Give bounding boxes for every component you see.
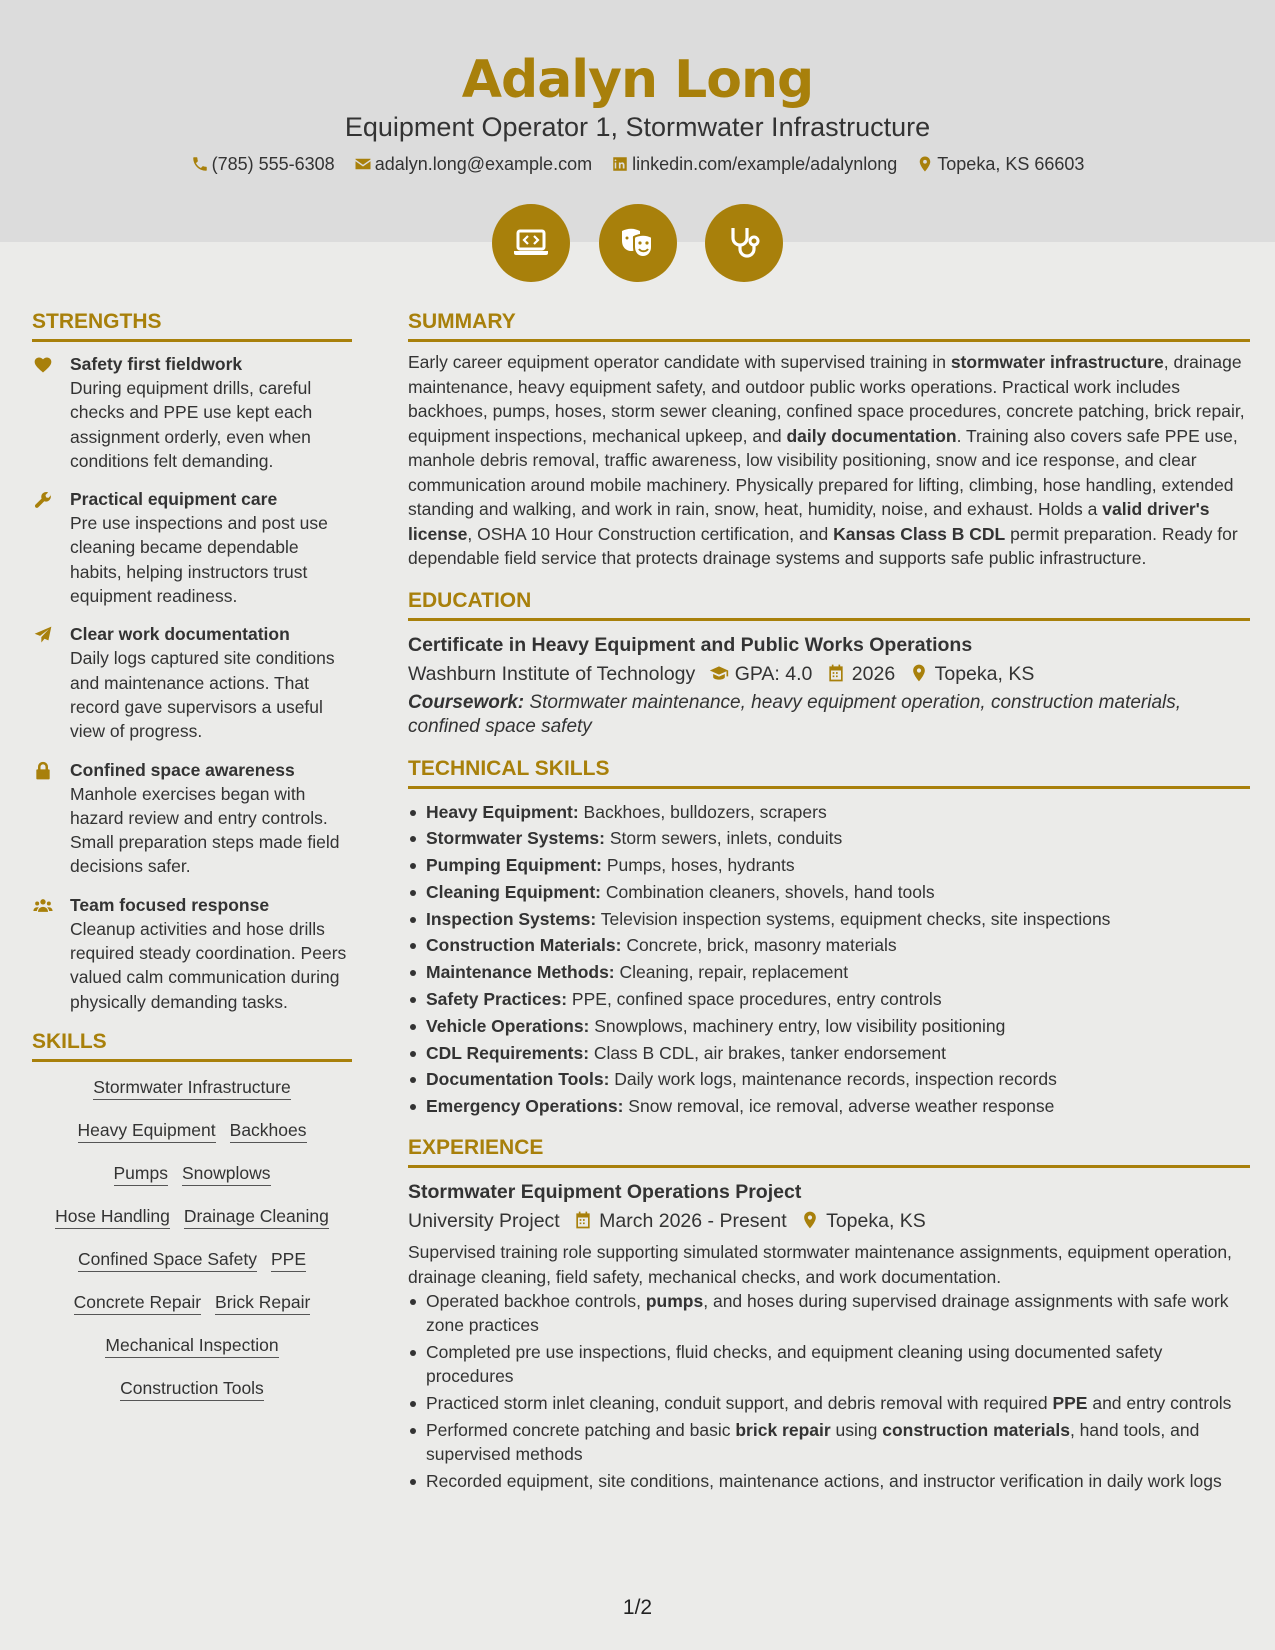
technical-skill-item <box>408 825 1250 852</box>
badge-theater <box>599 204 677 282</box>
gpa: GPA: 4.0 <box>734 662 813 685</box>
strength-title: Safety first fieldwork <box>70 354 243 374</box>
education-meta <box>408 659 1250 689</box>
experience-location: Topeka, KS <box>826 1210 926 1233</box>
strength-description: Cleanup activities and hose drills required steady coordination. Peers valued calm communication during physically demanding tasks. <box>70 918 347 1012</box>
linkedin-icon <box>611 155 629 173</box>
technical-skill-item <box>408 906 1250 933</box>
technical-skill-label: Stormwater Systems: <box>426 828 605 849</box>
candidate-name: Adalyn Long <box>461 50 814 110</box>
experience-intro: Supervised training role supporting simulated stormwater maintenance assignments, equipment operation, drainage cleaning, field safety, mechanical checks, and work documentation. <box>408 1242 1232 1287</box>
technical-skill-item <box>408 1066 1250 1093</box>
badge-laptop-code <box>492 204 570 282</box>
technical-skill-value: Snow removal, ice removal, adverse weather response <box>623 1096 1055 1117</box>
technical-skill-label: Pumping Equipment: <box>426 855 602 876</box>
contact-linkedin[interactable]: linkedin.com/example/adalynlong <box>611 152 897 176</box>
skill-tag: Stormwater Infrastructure <box>93 1076 290 1100</box>
strengths-list <box>32 352 352 1014</box>
technical-skill-value: Snowplows, machinery entry, low visibility positioning <box>589 1015 1006 1036</box>
skill-row <box>32 1248 352 1272</box>
skill-row <box>32 1119 352 1143</box>
badge-stethoscope <box>705 204 783 282</box>
strength-description: Pre use inspections and post use cleaning became dependable habits, helping instructors trust equipment readiness. <box>70 513 328 607</box>
users-icon <box>32 896 54 916</box>
graduation-cap-icon <box>709 663 729 683</box>
phone-icon <box>191 155 209 173</box>
skill-row <box>32 1162 352 1186</box>
strength-item <box>32 487 352 608</box>
technical-skill-label: Vehicle Operations: <box>426 1015 590 1036</box>
contact-location: Topeka, KS 66603 <box>916 152 1084 176</box>
contact-phone[interactable]: (785) 555-6308 <box>191 152 335 176</box>
technical-skill-item <box>408 959 1250 986</box>
experience-meta <box>408 1206 1250 1236</box>
strength-description: Manhole exercises began with hazard review and entry controls. Small preparation steps made field decisions safer. <box>70 783 340 877</box>
skill-tag: Brick Repair <box>215 1291 310 1315</box>
technical-skill-item <box>408 799 1250 826</box>
contact-email[interactable]: adalyn.long@example.com <box>354 152 592 176</box>
paper-plane-icon <box>32 625 54 645</box>
technical-skill-label: CDL Requirements: <box>426 1042 590 1063</box>
laptop-code-icon <box>511 223 551 263</box>
experience-bullet: Performed concrete patching and basic brick repair using construction materials, hand tools, and supervised methods <box>408 1418 1250 1466</box>
strength-item <box>32 622 352 743</box>
technical-skill-item <box>408 1093 1250 1120</box>
job-title: Equipment Operator 1, Stormwater Infrastructure <box>344 112 931 142</box>
skill-tag: Hose Handling <box>55 1205 170 1229</box>
skill-tag: Drainage Cleaning <box>184 1205 329 1229</box>
experience-bullet: Operated backhoe controls, pumps, and hoses during supervised drainage assignments with safe work zone practices <box>408 1289 1250 1337</box>
page-number: 1/2 <box>622 1596 653 1619</box>
strengths-heading: STRENGTHS <box>32 308 352 342</box>
skills-heading: SKILLS <box>32 1028 352 1062</box>
skill-tag: Concrete Repair <box>74 1291 201 1315</box>
technical-skill-value: Pumps, hoses, hydrants <box>601 855 795 876</box>
map-pin-icon <box>800 1210 820 1230</box>
paper-plane-icon <box>32 625 54 645</box>
technical-skill-value: Backhoes, bulldozers, scrapers <box>578 801 827 822</box>
strength-title: Practical equipment care <box>70 489 278 510</box>
strength-item <box>32 758 352 879</box>
skill-row <box>32 1334 352 1358</box>
technical-skill-value: Class B CDL, air brakes, tanker endorsement <box>589 1042 947 1063</box>
technical-skill-value: PPE, confined space procedures, entry controls <box>567 989 942 1010</box>
strength-item <box>32 352 352 473</box>
technical-skill-item <box>408 986 1250 1013</box>
skill-tag: Heavy Equipment <box>78 1119 216 1143</box>
experience-bullet: Practiced storm inlet cleaning, conduit support, and debris removal with required PPE and entry controls <box>408 1391 1250 1415</box>
technical-skill-item <box>408 879 1250 906</box>
strength-description: Daily logs captured site conditions and maintenance actions. That record gave supervisors a useful view of progress. <box>70 648 335 742</box>
strength-title: Confined space awareness <box>70 759 295 780</box>
technical-skill-value: Cleaning, repair, replacement <box>614 962 849 983</box>
summary-heading: SUMMARY <box>408 308 1250 342</box>
summary-text: Early career equipment operator candidate with supervised training in stormwater infrastructure, drainage maintenance, heavy equipment safety, and outdoor public works operations. Practical work includes backhoes, pumps, hoses, storm sewer cleaning, confined space procedures, concrete patching, brick repair, equipment inspections, mechanical upkeep, and daily documentation. Training also covers safe PPE use, manhole debris removal, traffic awareness, low visibility positioning, snow and ice response, and clear communication around mobile machinery. Physically prepared for lifting, climbing, hose handling, extended standing and walking, and work in rain, snow, heat, humidity, noise, and exhaust. Holds a valid driver's license, OSHA 10 Hour Construction certification, and Kansas Class B CDL permit preparation. Ready for dependable field service that protects drainage systems and supports safe public infrastructure. <box>408 352 1245 568</box>
technical-skill-label: Emergency Operations: <box>426 1096 624 1117</box>
technical-skill-value: Daily work logs, maintenance records, inspection records <box>609 1069 1057 1090</box>
skills-list <box>32 1072 352 1401</box>
lock-icon <box>32 761 54 781</box>
technical-skill-label: Maintenance Methods: <box>426 962 615 983</box>
strength-description: During equipment drills, careful checks and PPE use kept each assignment orderly, even when conditions felt demanding. <box>70 378 313 471</box>
technical-skill-label: Documentation Tools: <box>426 1069 610 1090</box>
technical-skills-heading: TECHNICAL SKILLS <box>408 755 1250 789</box>
contact-bar <box>0 152 1275 176</box>
strength-item <box>32 893 352 1014</box>
calendar-icon <box>826 663 846 683</box>
technical-skill-item <box>408 852 1250 879</box>
experience-bullet: Recorded equipment, site conditions, maintenance actions, and instructor verification in daily work logs <box>408 1469 1250 1493</box>
coursework: Coursework: Stormwater maintenance, heavy equipment operation, construction materials, confined space safety <box>408 691 1182 737</box>
stethoscope-icon <box>724 223 764 263</box>
skill-tag: Construction Tools <box>120 1377 264 1401</box>
education-location: Topeka, KS <box>934 662 1035 685</box>
skill-tag: Mechanical Inspection <box>105 1334 278 1358</box>
technical-skill-value: Storm sewers, inlets, conduits <box>604 828 843 849</box>
technical-skill-item <box>408 1040 1250 1067</box>
technical-skill-label: Heavy Equipment: <box>426 801 579 822</box>
technical-skill-label: Construction Materials: <box>426 935 622 956</box>
technical-skill-label: Cleaning Equipment: <box>426 881 601 902</box>
experience-heading: EXPERIENCE <box>408 1134 1250 1168</box>
wrench-icon <box>32 490 54 510</box>
calendar-icon <box>573 1210 593 1230</box>
experience-bullet: Completed pre use inspections, fluid checks, and equipment cleaning using documented safety procedures <box>408 1340 1250 1388</box>
skill-tag: Backhoes <box>230 1119 307 1143</box>
skill-tag: Snowplows <box>182 1162 271 1186</box>
technical-skill-item <box>408 1013 1250 1040</box>
technical-skill-value: Combination cleaners, shovels, hand tools <box>601 881 935 902</box>
experience-dates: March 2026 - Present <box>599 1210 787 1233</box>
envelope-icon <box>354 155 372 173</box>
technical-skill-label: Safety Practices: <box>426 989 568 1010</box>
skill-row <box>32 1076 352 1100</box>
skill-tag: Confined Space Safety <box>78 1248 257 1272</box>
experience-org: University Project <box>408 1210 560 1233</box>
degree-title: Certificate in Heavy Equipment and Public Works Operations <box>408 633 973 656</box>
users-icon <box>32 896 54 916</box>
technical-skills-list <box>408 799 1250 1121</box>
strength-title: Clear work documentation <box>70 624 290 645</box>
wrench-icon <box>32 490 54 510</box>
heart-icon <box>32 355 54 375</box>
strength-title: Team focused response <box>70 894 270 915</box>
technical-skill-value: Concrete, brick, masonry materials <box>621 935 897 956</box>
technical-skill-label: Inspection Systems: <box>426 908 597 929</box>
technical-skill-value: Television inspection systems, equipment checks, site inspections <box>596 908 1111 929</box>
technical-skill-item <box>408 932 1250 959</box>
skill-tag: Pumps <box>114 1162 168 1186</box>
experience-bullets <box>408 1289 1250 1493</box>
map-pin-icon <box>916 155 934 173</box>
experience-role: Stormwater Equipment Operations Project <box>408 1181 802 1204</box>
right-column <box>408 308 1250 1496</box>
lock-icon <box>32 761 54 781</box>
skill-row <box>32 1377 352 1401</box>
skill-row <box>32 1291 352 1315</box>
map-pin-icon <box>909 663 929 683</box>
skill-tag: PPE <box>271 1248 306 1272</box>
graduation-year: 2026 <box>851 662 896 685</box>
heart-icon <box>32 355 54 375</box>
theater-masks-icon <box>618 223 658 263</box>
education-heading: EDUCATION <box>408 587 1250 621</box>
skill-row <box>32 1205 352 1229</box>
school-name: Washburn Institute of Technology <box>408 662 696 685</box>
interest-badges <box>0 204 1275 287</box>
left-column <box>32 308 352 1420</box>
